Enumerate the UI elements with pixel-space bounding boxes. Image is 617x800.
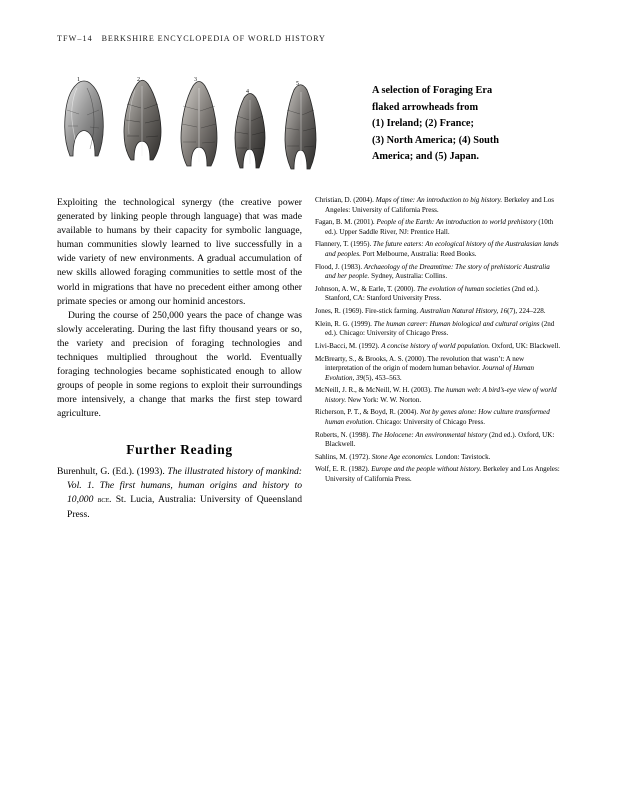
reference-publisher: St. Lucia, Australia: University of Queensland Press.: [67, 493, 302, 520]
reference-item: [315, 218, 562, 237]
arrowhead-4: [235, 94, 265, 169]
reference-title-smallcaps: BCE: [97, 496, 110, 504]
reference-author: Johnson, A. W., & Earle, T. (2000).: [315, 284, 416, 293]
reference-item: [315, 465, 562, 484]
reference-publisher: (5), 453–563.: [363, 373, 402, 382]
reference-item: [315, 453, 562, 463]
reference-author: Christian, D. (2004).: [315, 196, 374, 204]
arrowheads-illustration: [57, 70, 347, 180]
reference-title: Australian Natural History, 16: [420, 306, 508, 315]
reference-item: [315, 307, 562, 317]
reference-title: Archaeology of the Dreamtime: The story of prehistoric Australia and her people.: [325, 262, 550, 281]
specimen-label-5: 5: [296, 81, 299, 87]
reference-title-tail: .: [109, 493, 112, 505]
reference-author: Klein, R. G. (1999).: [315, 319, 372, 328]
reference-item: [315, 431, 562, 450]
reference-item: [315, 386, 562, 405]
reference-author: Richerson, P. T., & Boyd, R. (2004).: [315, 408, 419, 417]
reference-item: [315, 263, 562, 282]
reference-title: A concise history of world population.: [381, 341, 490, 350]
reference-author: Fagan, B. M. (2001).: [315, 218, 375, 227]
reference-publisher: Berkeley and Los Angeles: University of California Press.: [325, 196, 555, 214]
reference-author: Wolf, E. R. (1982).: [315, 465, 370, 474]
reference-publisher: Chicago: University of Chicago Press.: [374, 417, 485, 426]
reference-author: Jones, R. (1969). Fire-stick farming.: [315, 306, 419, 315]
reference-author: Roberts, N. (1998).: [315, 430, 370, 439]
specimen-label-3: 3: [194, 77, 197, 83]
reference-title: The human career: Human biological and cultural origins: [373, 319, 540, 328]
caption-line-4: (3) North America; (4) South: [372, 134, 499, 146]
reference-title: The human web: A bird’s-eye view of world history.: [325, 386, 557, 404]
reference-publisher: Sydney, Australia: Collins.: [369, 272, 448, 281]
caption-line-5: America; and (5) Japan.: [372, 151, 479, 162]
reference-author: Sahlins, M. (1972).: [315, 452, 370, 461]
reference-publisher: Port Melbourne, Australia: Reed Books.: [360, 249, 477, 258]
reference-item: [315, 355, 562, 384]
reference-title: The Holocene: An environmental history: [371, 430, 488, 439]
arrowhead-2: [124, 80, 161, 160]
arrowhead-5: [285, 85, 316, 169]
reference-author: Burenhult, G. (Ed.). (1993).: [57, 465, 165, 477]
reference-publisher: Berkeley and Los Angeles: University of California Press.: [325, 465, 560, 483]
reference-title: The future eaters: An ecological history of the Australasian lands and peoples.: [325, 240, 559, 258]
reference-item: [57, 465, 302, 522]
caption-line-2: flaked arrowheads from: [372, 101, 479, 113]
references-column-right: [315, 196, 562, 488]
reference-item: [315, 342, 562, 352]
folio-number: TFW–14: [57, 34, 93, 43]
body-column-left: [57, 196, 302, 522]
figure-caption: [372, 83, 562, 166]
reference-author: Flood, J. (1983).: [315, 262, 363, 271]
reference-publisher: London: Tavistock.: [433, 452, 491, 461]
body-paragraph-1: Exploiting the technological synergy (the creative power generated by linking people through language) that was made available to humans by their capacity for symbolic language, human communities slowly learned to live successfully in a wide variety of new environments. A gradual accumulation of new skills allowed foraging communities to settle most of the world in migrations that have no precedent either among other primate species or among our hominid ancestors.: [57, 197, 302, 307]
reference-title: Maps of time: An introduction to big history.: [375, 196, 503, 204]
reference-author: Livi-Bacci, M. (1992).: [315, 341, 380, 350]
reference-item: [315, 408, 562, 427]
reference-title: People of the Earth: An introduction to world prehistory: [376, 218, 537, 227]
reference-publisher: Oxford, UK: Blackwell.: [489, 341, 561, 350]
running-head: [57, 34, 326, 43]
arrowhead-1: [65, 81, 104, 156]
reference-publisher: (2nd ed.). Chicago: University of Chicago Press.: [325, 319, 555, 338]
reference-publisher: (2nd ed.). Oxford, UK: Blackwell.: [325, 430, 555, 449]
specimen-label-1: 1: [77, 77, 80, 83]
figure-arrowheads: [57, 70, 347, 180]
reference-title: Stone Age economics.: [371, 452, 434, 461]
caption-line-3: (1) Ireland; (2) France;: [372, 118, 474, 129]
reference-title: Europe and the people without history.: [371, 465, 482, 474]
reference-publisher: (7), 224–228.: [507, 306, 546, 315]
reference-item: [315, 320, 562, 339]
reference-item: [315, 240, 562, 259]
reference-title: The evolution of human societies: [416, 284, 511, 293]
reference-title: The illustrated history of mankind: Vol. 1. The first humans, human origins and history to 10,000: [67, 465, 302, 505]
body-paragraph-2: During the course of 250,000 years the pace of change was slowly accelerating. During the last fifty thousand years or so, the variety and precision of foraging technologies and techniques multiplied throughout the world. Eventually foraging technologies became sophisticated enough to allow groups of people in some regions to exploit their surroundings more intensively, a change that marks the first step toward agriculture.: [57, 309, 302, 420]
specimen-label-4: 4: [246, 89, 249, 95]
reference-publisher: (2nd ed.). Stanford, CA: Stanford University Press.: [325, 284, 540, 303]
specimen-label-2: 2: [137, 77, 140, 83]
reference-author: Flannery, T. (1995).: [315, 240, 372, 249]
reference-publisher: (10th ed.). Upper Saddle River, NJ: Prentice Hall.: [325, 218, 554, 236]
running-head-title: BERKSHIRE ENCYCLOPEDIA OF WORLD HISTORY: [101, 34, 326, 43]
reference-item: [315, 196, 562, 215]
reference-author: McBrearty, S., & Brooks, A. S. (2000). The revolution that wasn’t: A new interpretation of the origin of modern human behavior.: [315, 354, 525, 372]
reference-publisher: New York: W. W. Norton.: [346, 395, 422, 404]
arrowhead-3: [181, 82, 217, 167]
further-reading-heading: Further Reading: [126, 441, 233, 457]
caption-line-1: A selection of Foraging Era: [372, 85, 493, 96]
reference-item: [315, 285, 562, 304]
reference-title: Journal of Human Evolution, 39: [325, 364, 535, 382]
reference-author: McNeill, J. R., & McNeill, W. H. (2003).: [315, 386, 432, 395]
reference-title: Not by genes alone: How culture transformed human evolution.: [325, 408, 550, 426]
